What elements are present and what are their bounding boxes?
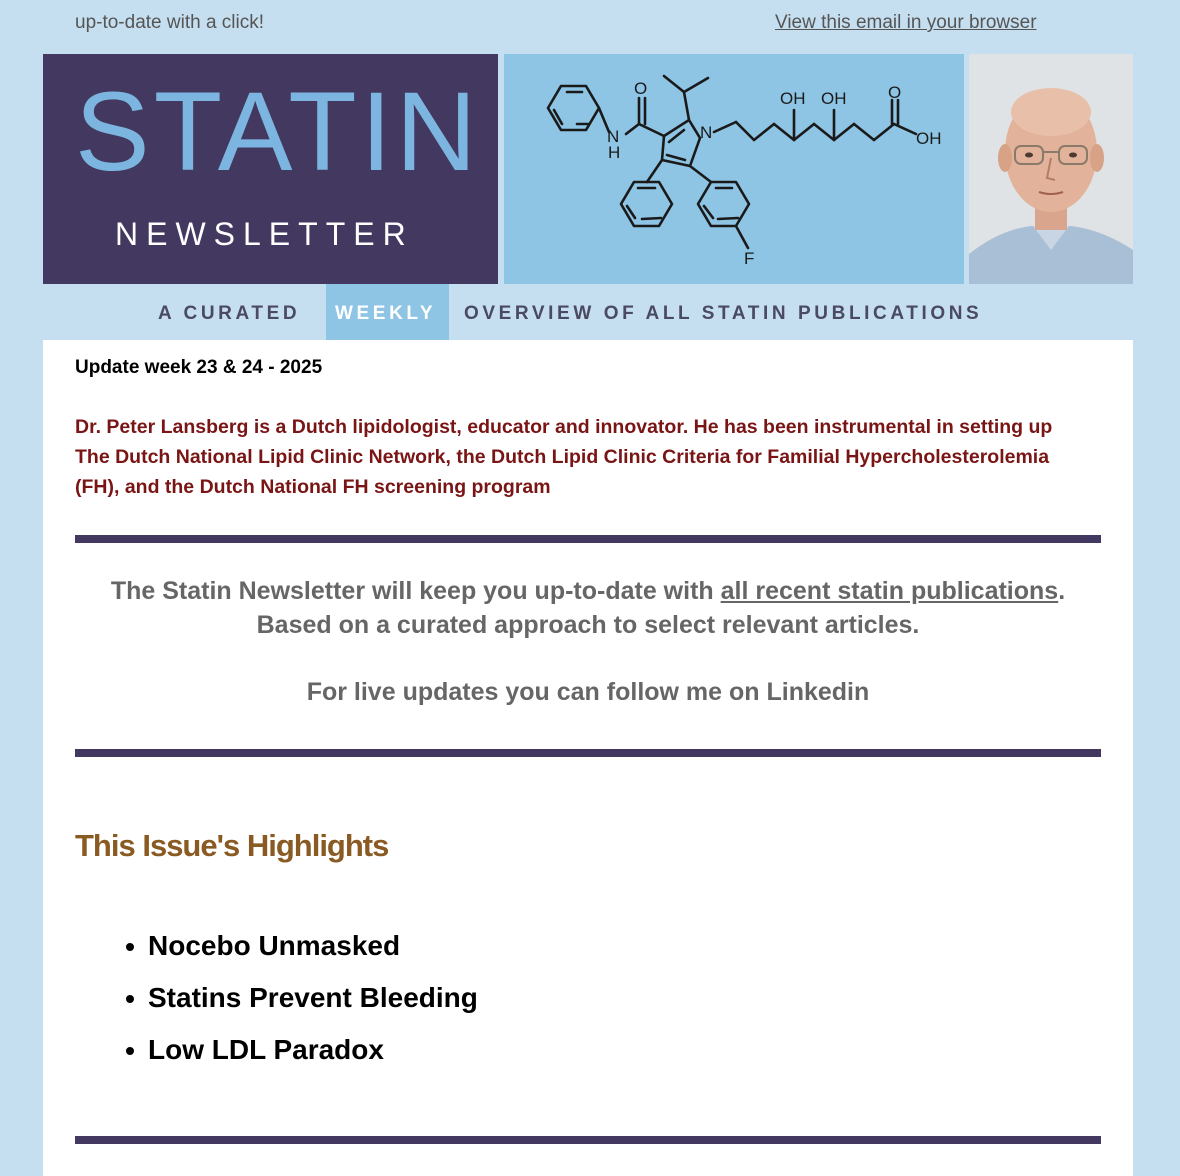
author-photo	[969, 54, 1133, 284]
divider	[75, 535, 1101, 543]
molecule-label-h-amide: H	[608, 143, 621, 162]
preheader	[0, 0, 1180, 54]
brand-logo	[43, 54, 498, 284]
divider	[75, 1136, 1101, 1144]
molecule-label-n-ring: N	[700, 123, 713, 142]
brand-title: STATIN	[75, 69, 481, 194]
molecule-label-n-amide: N	[607, 127, 620, 146]
strip-text-weekly: WEEKLY	[335, 303, 437, 324]
view-in-browser-link[interactable]: View this email in your browser	[775, 12, 1037, 33]
divider	[75, 749, 1101, 757]
molecule-label-o1: O	[634, 79, 648, 98]
preheader-tagline: up-to-date with a click!	[75, 12, 265, 33]
strip-text-overview: OVERVIEW OF ALL STATIN PUBLICATIONS	[464, 303, 983, 324]
molecule-structure-image	[504, 54, 964, 284]
strip-text-curated: A CURATED	[158, 303, 301, 324]
tagline-strip	[43, 284, 1133, 340]
intro-text-after: . Based on a curated approach to select relevant articles.	[256, 577, 1066, 639]
author-bio: Dr. Peter Lansberg is a Dutch lipidologist, educator and innovator. He has been instrumental in setting up The Dutch National Lipid Clinic Network, the Dutch Lipid Clinic Criteria for Familial Hypercholesterolemia (FH), and the Dutch National FH screening program	[75, 416, 1053, 498]
highlight-item: Nocebo Unmasked	[126, 928, 478, 980]
molecule-label-oh2: OH	[821, 89, 847, 108]
molecule-label-fluorine: F	[744, 249, 755, 268]
molecule-label-oh1: OH	[780, 89, 806, 108]
highlights-list	[126, 928, 478, 1084]
intro-text	[75, 574, 1101, 642]
brand-subtitle: NEWSLETTER	[115, 216, 414, 252]
highlight-item: Statins Prevent Bleeding	[126, 980, 478, 1032]
molecule-label-o2: O	[888, 83, 902, 102]
follow-linkedin-text: For live updates you can follow me on Linkedin	[306, 678, 870, 706]
header-banner	[43, 54, 1133, 340]
highlights-title: This Issue's Highlights	[75, 828, 389, 863]
molecule-label-oh3: OH	[916, 129, 942, 148]
email-body	[43, 340, 1133, 1176]
all-publications-link[interactable]: all recent statin publications	[720, 577, 1059, 605]
intro-text-before: The Statin Newsletter will keep you up-to-date with	[110, 577, 721, 605]
highlight-item: Low LDL Paradox	[126, 1032, 478, 1084]
update-title: Update week 23 & 24 - 2025	[75, 357, 323, 378]
